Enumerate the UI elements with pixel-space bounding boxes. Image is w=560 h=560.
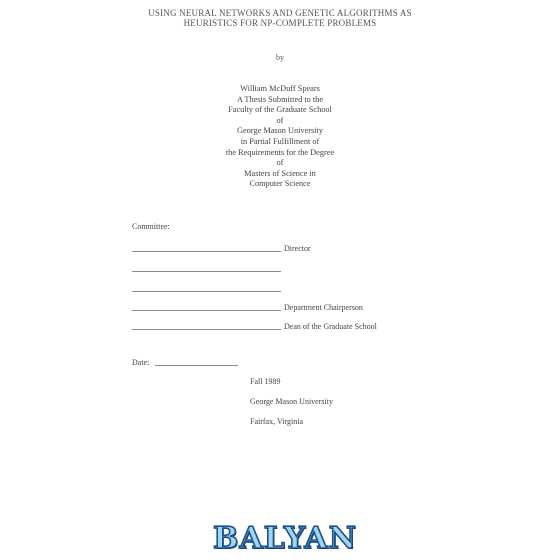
author-line: the Requirements for the Degree <box>225 147 335 157</box>
footer-term: Fall 1989 <box>250 377 281 386</box>
signature-role: Department Chairperson <box>284 303 363 312</box>
title-line-1: USING NEURAL NETWORKS AND GENETIC ALGORITHMS AS <box>148 8 412 18</box>
signature-line <box>132 291 281 292</box>
watermark-text: BALYAN <box>212 521 357 556</box>
committee-label: Committee: <box>132 222 170 231</box>
author-line: George Mason University <box>236 126 324 136</box>
thesis-title <box>0 8 560 28</box>
author-line: Computer Science <box>249 179 311 189</box>
title-line-2: HEURISTICS FOR NP-COMPLETE PROBLEMS <box>183 18 377 28</box>
footer-university: George Mason University <box>250 397 333 406</box>
watermark-logo <box>209 521 361 557</box>
footer-location: Fairfax, Virginia <box>250 417 303 426</box>
author-line: Masters of Science in <box>244 168 316 178</box>
author-line: Faculty of the Graduate School <box>228 105 332 115</box>
signature-line <box>132 329 281 330</box>
by-label: by <box>276 53 284 62</box>
signature-role: Dean of the Graduate School <box>284 322 377 331</box>
signature-line <box>132 310 281 311</box>
author-line: A Thesis Submitted to the <box>236 94 324 104</box>
date-line <box>155 365 238 366</box>
author-line: of <box>276 115 284 125</box>
author-line: of <box>276 158 284 168</box>
signature-line <box>132 271 281 272</box>
author-name: William McDuff Spears <box>240 84 320 93</box>
date-label: Date: <box>132 358 150 367</box>
author-block <box>0 84 560 190</box>
author-line: in Partial Fulfillment of <box>240 136 320 146</box>
signature-role: Director <box>284 244 311 253</box>
signature-line <box>132 251 281 252</box>
